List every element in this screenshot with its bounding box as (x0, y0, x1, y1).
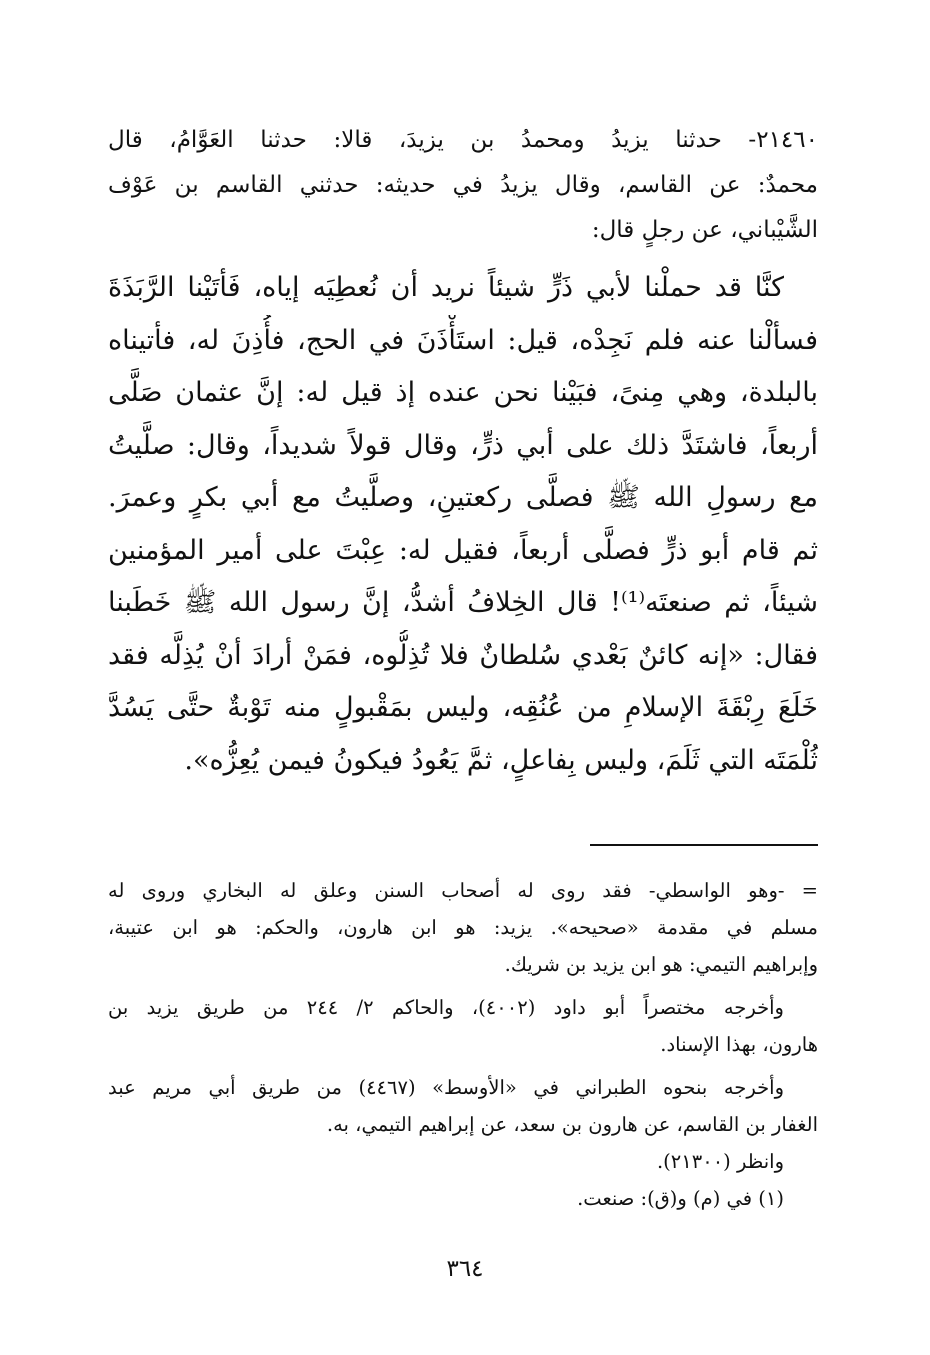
footnote-paragraph (108, 1143, 818, 1180)
footnote-line: (١) في (م) و(ق): صنعت. (577, 1187, 784, 1210)
hadith-line: ثُلْمَتَه التي ثَلَمَ، وليس بِفاعلٍ، ثمَّ يَعُودُ فيكونُ فيمن يُعِزُّه». (184, 744, 818, 776)
footnotes (108, 872, 818, 1217)
footnote-separator (590, 844, 818, 846)
footnote-paragraph (108, 989, 818, 1063)
footnote-line: الغفار بن القاسم، عن هارون بن سعد، عن إبراهيم التيمي، به. (326, 1113, 818, 1136)
hadith-line: مع رسولِ الله ﷺ فصلَّى ركعتينِ، وصلَّيتُ مع أبي بكرٍ وعمرَ. (108, 482, 818, 513)
hadith-line: ثم قام أبو ذرٍّ فصلَّى أربعاً، فقيل له: عِبْتَ على أمير المؤمنين (108, 534, 818, 566)
footnote-line: وأخرجه بنحوه الطبراني في «الأوسط» (٤٤٦٧) من طريق أبي مريم عبد (108, 1076, 784, 1099)
footnote-line: وإبراهيم التيمي: هو ابن يزيد بن شريك. (504, 953, 818, 976)
footnote-paragraph (108, 1180, 818, 1217)
isnad-line: محمدٌ: عن القاسم، وقال يزيدُ في حديثه: حدثني القاسم بن عَوْف (108, 172, 818, 198)
footnote-paragraph (108, 1069, 818, 1143)
hadith-line: خَلَعَ رِبْقَةَ الإسلامِ من عُنُقِه، وليس بمَقْبولٍ منه تَوْبةٌ حتَّى يَسُدَّ (108, 692, 818, 723)
hadith-text (108, 262, 818, 787)
hadith-line: فقال: «إنه كائنٌ بَعْدي سُلطانٌ فلا تُذِلُّوه، فمَنْ أرادَ أنْ يُذِلَّه فقد (108, 639, 818, 671)
page-number: ٣٦٤ (446, 1256, 484, 1282)
hadith-line: شيئاً، ثم صنعتَه⁽¹⁾! قال الخِلافُ أشدُّ، إنَّ رسول الله ﷺ خَطَبنا (108, 587, 818, 618)
hadith-line: بالبلدة، وهي مِنىً، فبَيْنا نحن عنده إذ قيل له: إنَّ عثمان صَلَّى (108, 377, 818, 408)
isnad-line: الشَّيْباني، عن رجلٍ قال: (591, 217, 818, 243)
hadith-line: فسألْنا عنه فلم نَجِدْه، قيل: استَأْذَنَ في الحج، فأُذِنَ له، فأتيناه (108, 324, 818, 356)
footnote-line: مسلم في مقدمة «صحيحه». يزيد: هو ابن هارون، والحكم: هو ابن عتيبة، (108, 916, 818, 939)
footnote-line: وأخرجه مختصراً أبو داود (٤٠٠٢)، والحاكم ٢/ ٢٤٤ من طريق يزيد بن (108, 996, 784, 1019)
hadith-isnad (108, 118, 818, 253)
hadith-line: أربعاً، فاشتَدَّ ذلك على أبي ذرٍّ، وقال قولاً شديداً، وقال: صلَّيتُ (108, 429, 818, 461)
isnad-line: ٢١٤٦٠- حدثنا يزيدُ ومحمدُ بن يزيدَ، قالا: حدثنا العَوَّامُ، قال (108, 127, 818, 153)
footnote-line: هارون، بهذا الإسناد. (660, 1033, 818, 1056)
footnote-paragraph (108, 872, 818, 983)
footnote-line: وانظر (٢١٣٠٠). (656, 1150, 784, 1173)
hadith-line: كنَّا قد حملْنا لأبي ذَرٍّ شيئاً نريد أن نُعطِيَه إياه، فَأتَيْنا الرَّبَذَةَ (108, 272, 784, 303)
footnote-line: = -وهو الواسطي- فقد روى له أصحاب السنن وعلق له البخاري وروى له (108, 879, 818, 902)
